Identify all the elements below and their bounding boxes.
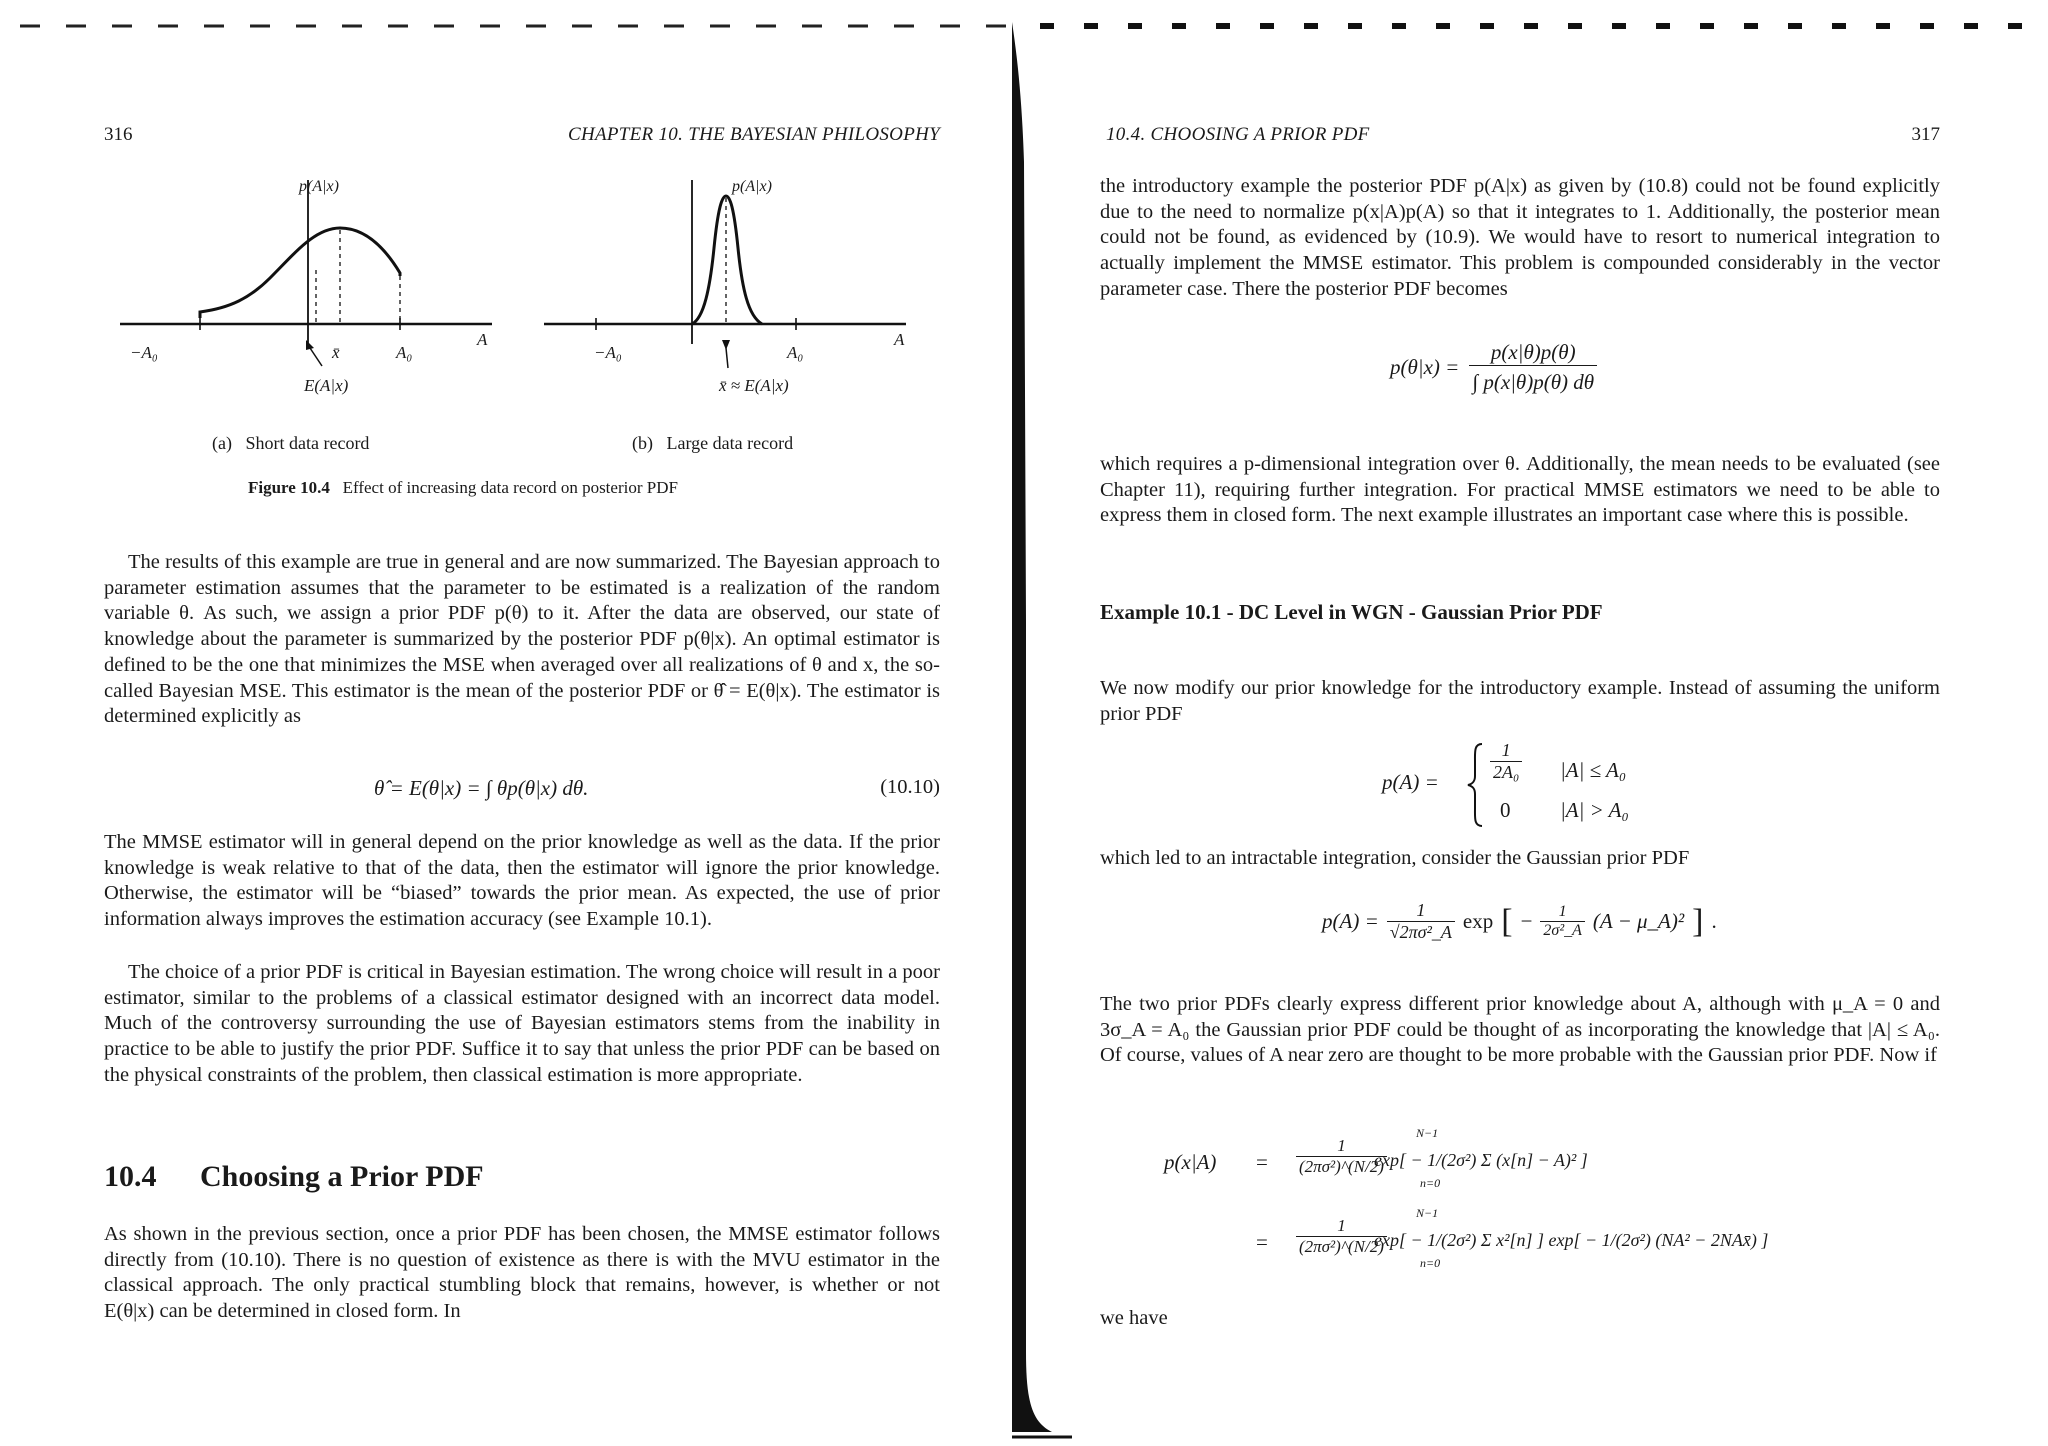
- paragraph-modify-prior: We now modify our prior knowledge for the introductory example. Instead of assuming the uniform prior PDF: [1100, 677, 1940, 725]
- paragraph-p-dimensional: which requires a p-dimensional integration over θ. Additionally, the mean needs to be evaluated (see Chapter 11), requiring further integration. For practical MMSE estimators we need to be able to express them in closed form. The next example illustrates an important case where this is possible.: [1100, 453, 1940, 527]
- paragraph-intractable: which led to an intractable integration, consider the Gaussian prior PDF: [1100, 847, 1690, 869]
- eq-lik-pref-den-1: (2πσ²)^(N/2): [1299, 1157, 1384, 1176]
- figure-caption-label: Figure 10.4: [248, 478, 330, 497]
- right-page: [1100, 0, 1940, 1446]
- panel-b-ylabel: p(A|x): [732, 178, 772, 195]
- eq-posterior-lhs: p(θ|x) =: [1390, 355, 1460, 379]
- eq-lik-eq-2: =: [1256, 1230, 1268, 1254]
- paragraph-two-priors: The two prior PDFs clearly express different prior knowledge about A, although with μ_A = 0 and 3σ_A = A₀ the Gaussian prior PDF could be thought of as incorporating the knowledge that |A| ≤ A₀. Of course, values of A near zero are thought to be more probable with the Gaussian prior PDF. Now if: [1100, 993, 1940, 1067]
- paragraph-we-have: we have: [1100, 1307, 1168, 1329]
- eq-lik-pref-num-2: 1: [1296, 1216, 1387, 1237]
- eq-gauss-inner-num: 1: [1540, 903, 1584, 922]
- section-title: Choosing a Prior PDF: [200, 1160, 484, 1193]
- panel-b-pointer-label: x̄ ≈ E(A|x): [719, 376, 789, 395]
- eq-uniform-zero: 0: [1500, 798, 1511, 822]
- panel-b-sublabel-text: Large data record: [666, 433, 794, 453]
- panel-b-xlabel: A: [894, 330, 905, 349]
- panel-a-xbar: x̄: [332, 343, 340, 362]
- panel-b-sublabel: [632, 433, 793, 454]
- panel-b-sublabel-letter: (b): [632, 433, 653, 453]
- eq-uniform-fraction: [1490, 740, 1522, 783]
- eq-lik-line1: exp[ − 1/(2σ²) Σ (x[n] − A)² ]: [1374, 1150, 1588, 1170]
- paragraph-prior-choice: The choice of a prior PDF is critical in Bayesian estimation. The wrong choice will result in a poor estimator, similar to the problems of a classical estimator designed with an incorrect data model. Much of the controversy surrounding the use of Bayesian estimators stems from the inability in practice to be able to justify the prior PDF. Suffice it to say that unless the prior PDF can be based on the physical constraints of the problem, then classical estimation is more appropriate.: [104, 961, 940, 1086]
- eq-sum-lower-1: n=0: [1420, 1176, 1441, 1190]
- eq-gauss-den: √2πσ²_A: [1389, 922, 1452, 942]
- equation-gaussian-prior: p(A) = $\frac{1}{\text{√2πσ²\_A}}$ exp [ − $\frac{1}{\text{2σ²\_A}}$ (A − μ_A)² ] .: [1322, 900, 1717, 942]
- paragraph-mmse: The MMSE estimator will in general depend on the prior knowledge as well as the data. If the prior knowledge is weak relative to that of the data, then the estimator will ignore the prior knowledge. Otherwise, the estimator will be “biased” towards the prior mean. As expected, the use of prior information always improves the estimation accuracy (see Example 10.1).: [104, 831, 940, 931]
- panel-a-tick-left: −A₀: [130, 343, 158, 362]
- eq-uniform-num: 1: [1490, 740, 1522, 762]
- left-brace-icon: [1466, 742, 1486, 828]
- eq-gauss-prefactor: [1387, 900, 1455, 943]
- eq-lik-pref-num-1: 1: [1296, 1136, 1387, 1157]
- panel-a-tick-right: A₀: [396, 343, 413, 362]
- panel-b-posterior-curve: [692, 196, 762, 324]
- page-number: 317: [1911, 124, 1940, 145]
- eq-uniform-den: 2A₀: [1493, 762, 1520, 782]
- panel-a-sublabel-letter: (a): [212, 433, 232, 453]
- paragraph-intro-example: the introductory example the posterior PDF p(A|x) as given by (10.8) could not be found explicitly due to the need to normalize p(x|A)p(A) so that it integrates to 1. Additionally, the posterior mean could not be found, as evidenced by (10.9). We would have to resort to numerical integration to actually implement the MMSE estimator. This problem is compounded considerably in the vector parameter case. There the posterior PDF becomes: [1100, 175, 1940, 300]
- eq-gauss-lhs: p(A) =: [1322, 909, 1379, 933]
- eq-sum-lower-2: n=0: [1420, 1256, 1441, 1270]
- eq-uniform-cond1: |A| ≤ A₀: [1560, 758, 1627, 782]
- eq-posterior-num: p(x|θ)p(θ): [1469, 340, 1597, 366]
- panel-a-xlabel: A: [477, 330, 488, 349]
- eq-gauss-exp: exp: [1462, 909, 1494, 933]
- eq-uniform-lhs: p(A) =: [1382, 770, 1439, 794]
- paragraph-section-intro: As shown in the previous section, once a prior PDF has been chosen, the MMSE estimator follows directly from (10.10). There is no question of existence as there is with the MVU estimator in the classical approach. The only practical stumbling block that remains, however, is whether or not E(θ|x) can be determined in closed form. In: [104, 1223, 940, 1323]
- eq-gauss-inner-den: 2σ²_A: [1543, 922, 1582, 939]
- section-number: 10.4: [104, 1160, 157, 1193]
- eq-sum-upper-2: N−1: [1416, 1206, 1439, 1220]
- eq-gauss-tail: (A − μ_A)²: [1592, 909, 1685, 933]
- eq-lik-eq-1: =: [1256, 1150, 1268, 1174]
- equation-10-10: θ̂ = E(θ|x) = ∫ θp(θ|x) dθ.: [374, 776, 589, 800]
- figure-caption-text: Effect of increasing data record on posterior PDF: [342, 478, 678, 497]
- left-page: [104, 0, 940, 1446]
- running-title: CHAPTER 10. THE BAYESIAN PHILOSOPHY: [567, 124, 940, 145]
- eq-uniform-cond2: |A| > A₀: [1560, 798, 1629, 822]
- figure-caption: [248, 478, 678, 498]
- equation-posterior-vector: [1390, 340, 1597, 395]
- panel-b-tick-right: A₀: [787, 343, 804, 362]
- equation-uniform-prior: [1382, 740, 1702, 830]
- panel-b-tick-left: −A₀: [594, 343, 622, 362]
- panel-a-sublabel: [212, 433, 369, 454]
- eq-sum-upper-1: N−1: [1416, 1126, 1439, 1140]
- equation-likelihood: [1164, 1126, 1864, 1296]
- equation-10-10-number: (10.10): [880, 776, 940, 798]
- eq-gauss-inner-fraction: [1540, 903, 1584, 940]
- running-title: 10.4. CHOOSING A PRIOR PDF: [1106, 124, 1370, 145]
- eq-lik-line2: exp[ − 1/(2σ²) Σ x²[n] ] exp[ − 1/(2σ²) (NA² − 2NAx̄) ]: [1374, 1230, 1769, 1250]
- eq-posterior-fraction: [1469, 340, 1597, 395]
- panel-a-sublabel-text: Short data record: [245, 433, 370, 453]
- panel-a-ylabel: p(A|x): [299, 178, 339, 195]
- eq-lik-pref-den-2: (2πσ²)^(N/2): [1299, 1237, 1384, 1256]
- panel-a-pointer-label: E(A|x): [304, 376, 349, 395]
- left-running-head: [104, 124, 940, 150]
- example-heading: Example 10.1 - DC Level in WGN - Gaussian Prior PDF: [1100, 600, 1603, 624]
- eq-gauss-num: 1: [1387, 900, 1455, 922]
- right-running-head: [1100, 124, 1940, 150]
- paragraph-summary: The results of this example are true in general and are now summarized. The Bayesian approach to parameter estimation assumes that the parameter to be estimated is a realization of the random variable θ. As such, we assign a prior PDF p(θ) to it. After the data are observed, our state of knowledge about the parameter is summarized by the posterior PDF p(θ|x). An optimal estimator is defined to be the one that minimizes the MSE when averaged over all realizations of θ and x, the so-called Bayesian MSE. This estimator is the mean of the posterior PDF or θ̂ = E(θ|x). The estimator is determined explicitly as: [104, 551, 940, 728]
- eq-posterior-den: ∫ p(x|θ)p(θ) dθ: [1472, 370, 1595, 394]
- section-heading: [104, 1160, 484, 1194]
- panel-a-posterior-curve: [200, 228, 400, 318]
- open-bracket-icon: [: [1501, 902, 1513, 940]
- close-bracket-icon: ]: [1692, 902, 1704, 940]
- eq-lik-lhs: p(x|A): [1164, 1150, 1217, 1174]
- page-number: 316: [104, 124, 133, 145]
